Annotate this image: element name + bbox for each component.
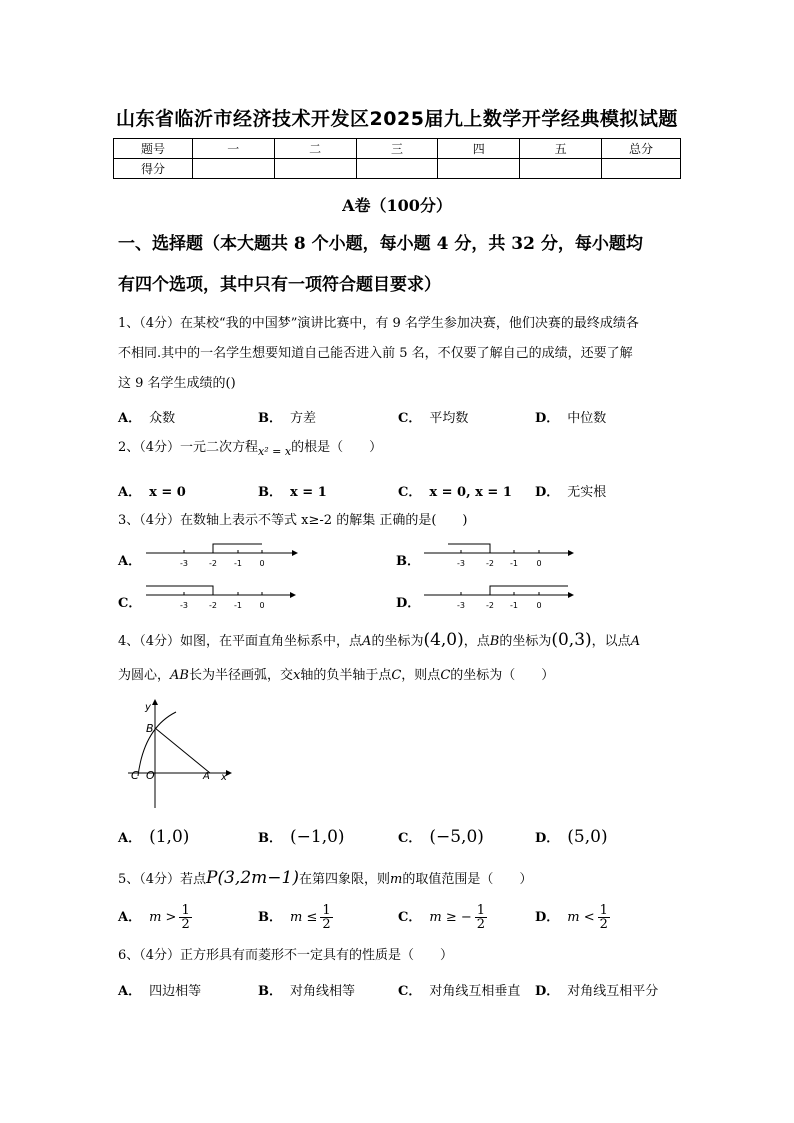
tick-label: -2 (209, 559, 217, 568)
tick-label: -2 (486, 559, 494, 568)
q6-stem: 6、（4分）正方形具有而菱形不一定具有的性质是（ ） (118, 948, 454, 963)
tick-label: -2 (486, 601, 494, 610)
tick-label: -1 (510, 559, 518, 568)
tick-label: -3 (457, 601, 465, 610)
fraction (179, 904, 191, 931)
option-text: 对角线互相平分 (567, 984, 659, 999)
tick-label: -1 (234, 559, 242, 568)
text: 的坐标为 (371, 634, 424, 649)
option-letter: C． (398, 485, 422, 500)
y-axis-arrow-icon (152, 699, 158, 705)
option-letter: B． (258, 831, 282, 846)
label-x: x (221, 772, 227, 783)
q2-option-d[interactable] (535, 481, 606, 500)
score-input-cell[interactable] (192, 159, 274, 179)
q4-stem-line1 (118, 632, 640, 650)
q1-stem-line2: 不相同.其中的一名学生想要知道自己能否进入前 5 名，不仅要了解自己的成绩，还要了解 (118, 346, 633, 361)
score-cell: 总分 (602, 139, 681, 159)
text: 轴的负半轴于点 (300, 668, 392, 683)
option-letter: C． (118, 596, 142, 611)
text: 的取值范围是（ ） (402, 872, 533, 887)
option-letter: D． (535, 984, 560, 999)
tick-label: -3 (180, 559, 188, 568)
text: ，则点 (401, 668, 441, 683)
tick-label: 0 (536, 601, 542, 610)
option-text: 平均数 (429, 411, 469, 426)
arc (138, 712, 176, 776)
q4-coordinate-figure (126, 698, 236, 810)
q5-option-b[interactable] (258, 904, 333, 931)
option-text: 对角线相等 (290, 984, 356, 999)
tick-label: 0 (259, 559, 265, 568)
score-cell: 二 (274, 139, 356, 159)
option-letter: D． (535, 411, 560, 426)
text: ，以点 (591, 634, 631, 649)
axis-arrow-icon (568, 592, 574, 598)
option-lhs: m < (567, 910, 595, 925)
option-letter: A． (118, 984, 142, 999)
label-y: y (145, 702, 151, 713)
q1-option-d[interactable] (535, 407, 606, 426)
score-table-header-row (114, 139, 681, 159)
fraction (475, 904, 487, 931)
option-lhs: m ≤ (290, 910, 318, 925)
option-text: 方差 (290, 411, 317, 426)
math-var: B (489, 634, 500, 649)
q2-equation: x² = x (258, 445, 292, 458)
math-var: A (630, 634, 641, 649)
denominator: 2 (599, 917, 608, 932)
q2-suffix: 的根是（ ） (291, 440, 383, 455)
q5-option-a[interactable] (118, 904, 192, 931)
score-cell: 五 (520, 139, 602, 159)
q6-option-a[interactable] (118, 980, 201, 999)
solution-bracket (146, 586, 213, 595)
option-text: (−5,0) (429, 827, 484, 847)
text: 在第四象限，则 (298, 872, 390, 887)
option-lhs: m ≥ − (429, 910, 472, 925)
numerator: 1 (322, 903, 331, 918)
q2-option-c[interactable] (398, 481, 520, 500)
tick-label: -1 (510, 601, 518, 610)
score-cell: 四 (438, 139, 520, 159)
axis-arrow-icon (290, 592, 296, 598)
option-letter: B． (258, 910, 282, 925)
math-var: x (292, 668, 301, 683)
axis-arrow-icon (568, 550, 574, 556)
tick-label: 0 (259, 601, 265, 610)
q2-option-b[interactable] (258, 481, 335, 500)
q3-stem: 3、（4分）在数轴上表示不等式 x≥-2 的解集 正确的是( ) (118, 513, 468, 528)
q5-option-d[interactable] (535, 904, 610, 931)
label-o: O (146, 769, 155, 782)
math-coord: (0,3) (551, 630, 592, 650)
option-letter: B． (258, 485, 282, 500)
option-text: x = 1 (290, 485, 327, 500)
solution-bracket (448, 544, 490, 553)
label-c: C (131, 769, 139, 782)
segment-ab (155, 728, 210, 773)
q6-option-d[interactable] (535, 980, 658, 999)
option-text: (1,0) (149, 827, 190, 847)
option-letter: A． (118, 910, 142, 925)
option-letter: A． (118, 831, 142, 846)
option-letter: A． (118, 411, 142, 426)
denominator: 2 (322, 917, 331, 932)
option-letter: B． (396, 554, 420, 569)
numerator: 1 (599, 903, 608, 918)
option-text: 中位数 (567, 411, 607, 426)
q1-stem-line3: 这 9 名学生成绩的() (118, 376, 236, 391)
option-letter: B． (258, 984, 282, 999)
option-letter: C． (398, 984, 422, 999)
q1-stem-line1: 1、（4分）在某校“我的中国梦”演讲比赛中，有 9 名学生参加决赛，他们决赛的最终成绩各 (118, 316, 639, 331)
option-letter: D． (535, 485, 560, 500)
option-letter: C． (398, 831, 422, 846)
text: ，点 (463, 634, 490, 649)
text: 长为半径画弧，交 (188, 668, 293, 683)
tick-label: -1 (234, 601, 242, 610)
q2-stem (118, 440, 382, 460)
score-input-cell[interactable] (602, 159, 681, 179)
q4-option-c[interactable] (398, 827, 484, 847)
label-a: A (203, 771, 210, 782)
tick-label: -3 (180, 601, 188, 610)
q5-option-c[interactable] (398, 904, 487, 931)
section-heading-line1: 一、选择题（本大题共 8 个小题，每小题 4 分，共 32 分，每小题均 (118, 234, 643, 254)
tick-label: -3 (457, 559, 465, 568)
math-var: A (362, 634, 372, 649)
volume-heading: A卷（100分） (342, 196, 452, 215)
q4-option-d[interactable] (535, 827, 608, 847)
q6-option-c[interactable] (398, 980, 520, 999)
q4-option-a[interactable] (118, 827, 189, 847)
label-b: B (146, 722, 154, 735)
option-text: x = 0, x = 1 (429, 485, 512, 500)
q1-option-b[interactable] (258, 407, 316, 426)
q3-number-line-b (418, 540, 578, 574)
page-title: 山东省临沂市经济技术开发区2025届九上数学开学经典模拟试题 (116, 108, 678, 130)
option-letter: C． (398, 411, 422, 426)
text: 为圆心， (118, 668, 171, 683)
q1-option-c[interactable] (398, 407, 468, 426)
math-var: C (391, 668, 402, 683)
q3-number-line-c (140, 582, 300, 616)
score-input-cell[interactable] (274, 159, 356, 179)
option-letter: C． (398, 910, 422, 925)
numerator: 1 (476, 903, 486, 918)
option-letter: B． (258, 411, 282, 426)
solution-bracket (490, 586, 568, 595)
score-table (113, 138, 681, 179)
section-heading-line2: 有四个选项，其中只有一项符合题目要求） (118, 275, 441, 295)
score-input-cell[interactable] (356, 159, 438, 179)
math-point: P(3,2m−1) (206, 868, 299, 888)
q2-option-a[interactable] (118, 481, 194, 500)
q4-option-b[interactable] (258, 827, 345, 847)
q3-number-line-d (418, 582, 578, 616)
axis-arrow-icon (292, 550, 298, 556)
tick-label: 0 (536, 559, 542, 568)
text: 的坐标为 (499, 634, 552, 649)
math-var: C (440, 668, 451, 683)
denominator: 2 (476, 917, 486, 932)
score-input-cell[interactable] (438, 159, 520, 179)
option-letter: D． (396, 596, 421, 611)
math-coord: (4,0) (423, 630, 464, 650)
math-var: AB (170, 668, 189, 683)
score-cell: 一 (192, 139, 274, 159)
fraction (320, 904, 332, 931)
option-letter: A． (118, 554, 142, 569)
q6-option-b[interactable] (258, 980, 355, 999)
q5-stem (118, 870, 532, 888)
fraction (598, 904, 610, 931)
score-cell: 得分 (114, 159, 193, 179)
tick-label: -2 (209, 601, 217, 610)
score-cell: 三 (356, 139, 438, 159)
text: 的坐标为（ ） (450, 668, 555, 683)
q2-prefix: 2、（4分）一元二次方程 (118, 440, 259, 455)
denominator: 2 (181, 917, 190, 932)
option-letter: A． (118, 485, 142, 500)
score-input-cell[interactable] (520, 159, 602, 179)
option-text: 众数 (149, 411, 176, 426)
option-text: x = 0 (149, 485, 186, 500)
option-text: (5,0) (567, 827, 608, 847)
option-lhs: m > (149, 910, 177, 925)
score-cell: 题号 (114, 139, 193, 159)
option-letter: D． (535, 831, 560, 846)
q3-number-line-a (140, 540, 300, 574)
option-text: (−1,0) (290, 827, 345, 847)
q1-option-a[interactable] (118, 407, 175, 426)
numerator: 1 (181, 903, 190, 918)
option-letter: D． (535, 910, 560, 925)
q4-stem-line2 (118, 668, 554, 684)
option-text: 四边相等 (149, 984, 202, 999)
text: 4、（4分）如图，在平面直角坐标系中，点 (118, 634, 363, 649)
math-var: m (389, 872, 403, 887)
text: 5、（4分）若点 (118, 872, 207, 887)
option-text: 对角线互相垂直 (429, 984, 521, 999)
score-table-score-row (114, 159, 681, 179)
option-text: 无实根 (567, 485, 607, 500)
